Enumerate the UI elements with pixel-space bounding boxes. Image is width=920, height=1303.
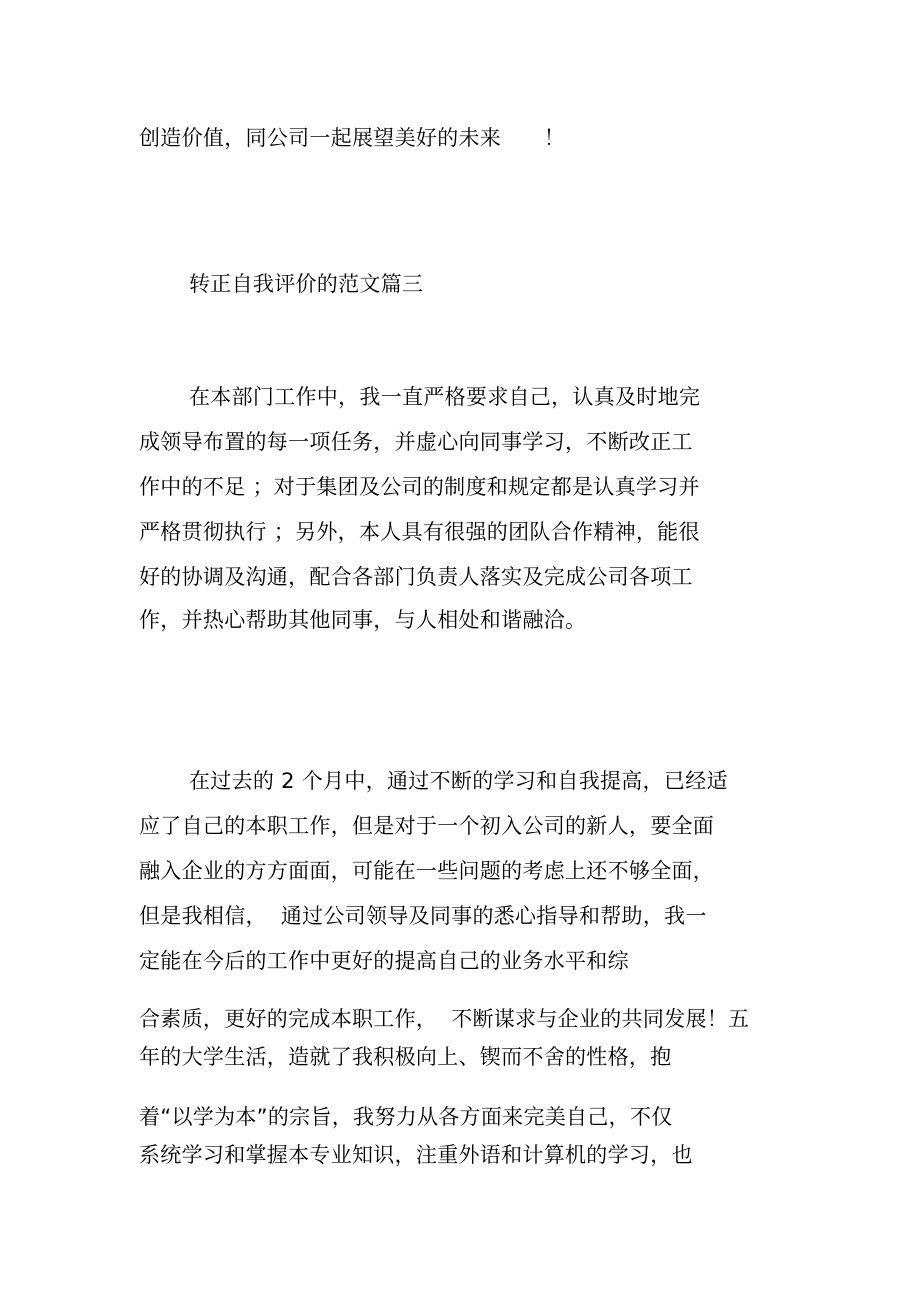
- paragraph-line: 系统学习和掌握本专业知识，注重外语和计算机的学习，也: [139, 1143, 693, 1167]
- paragraph-line: 应了自己的本职工作，但是对于一个初入公司的新人，要全面: [139, 814, 715, 838]
- section-heading: 转正自我评价的范文篇三: [189, 272, 424, 296]
- paragraph-line: 成领导布置的每一项任务，并虚心向同事学习，不断改正工: [139, 430, 693, 454]
- paragraph-line: 融入企业的方方面面，可能在一些问题的考虑上还不够全面，: [139, 859, 715, 883]
- paragraph-line: 在过去的 2 个月中，通过不断的学习和自我提高，已经适: [189, 769, 728, 793]
- paragraph-line: 年的大学生活，造就了我积极向上、锲而不舍的性格，抱: [139, 1045, 672, 1069]
- paragraph-line: 作，并热心帮助其他同事，与人相处和谐融洽。: [139, 608, 587, 632]
- paragraph-line: 但是我相信， 通过公司领导及同事的悉心指导和帮助，我一: [139, 904, 707, 928]
- paragraph-line: 好的协调及沟通，配合各部门负责人落实及完成公司各项工: [139, 565, 693, 589]
- paragraph-line: 着“以学为本”的宗旨，我努力从各方面来完美自己，不仅: [139, 1105, 673, 1129]
- intro-line: 创造价值，同公司一起展望美好的未来 ！: [139, 126, 565, 150]
- paragraph-line: 合素质，更好的完成本职工作， 不断谋求与企业的共同发展！五: [139, 1007, 750, 1031]
- paragraph-line: 在本部门工作中，我一直严格要求自己，认真及时地完: [189, 385, 701, 409]
- paragraph-line: 定能在今后的工作中更好的提高自己的业务水平和综: [139, 949, 629, 973]
- paragraph-line: 严格贯彻执行 ；另外，本人具有很强的团队合作精神，能很: [139, 520, 700, 544]
- paragraph-line: 作中的不足 ；对于集团及公司的制度和规定都是认真学习并: [139, 475, 700, 499]
